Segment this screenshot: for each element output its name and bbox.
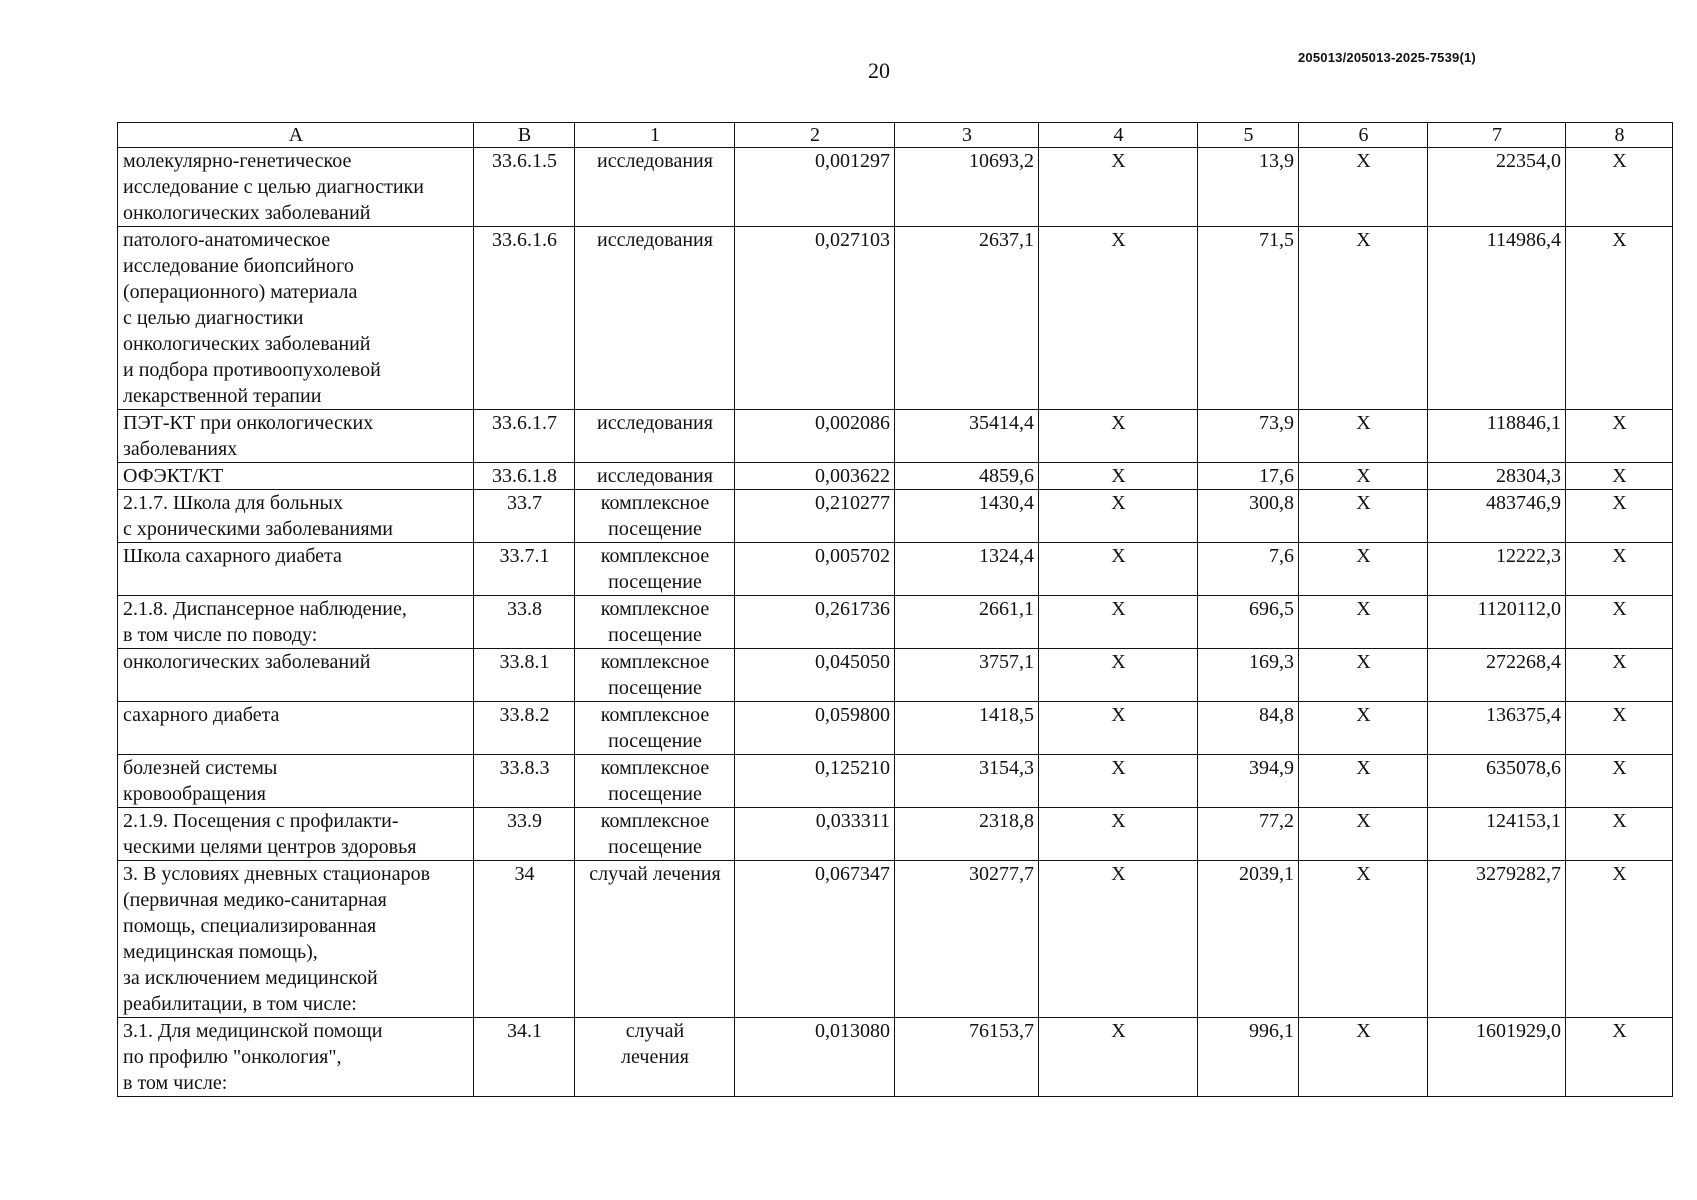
row-unit-cell: комплексное посещение bbox=[575, 808, 735, 861]
col-3-cell: 30277,7 bbox=[895, 861, 1039, 1018]
col-7-cell: 28304,3 bbox=[1428, 463, 1566, 490]
table-row bbox=[118, 755, 1673, 808]
col-5-cell: 77,2 bbox=[1198, 808, 1299, 861]
col-2-cell: 0,005702 bbox=[735, 543, 895, 596]
table-row bbox=[118, 808, 1673, 861]
col-8-cell: X bbox=[1566, 808, 1673, 861]
col-8-cell: X bbox=[1566, 702, 1673, 755]
header-cell: 1 bbox=[575, 123, 735, 148]
col-5-cell: 394,9 bbox=[1198, 755, 1299, 808]
row-code-cell: 33.6.1.6 bbox=[474, 227, 575, 410]
col-7-cell: 272268,4 bbox=[1428, 649, 1566, 702]
row-code-cell: 33.7 bbox=[474, 490, 575, 543]
row-unit-cell: случай лечения bbox=[575, 861, 735, 1018]
table-row bbox=[118, 410, 1673, 463]
col-6-cell: X bbox=[1299, 463, 1428, 490]
row-name-cell: Школа сахарного диабета bbox=[118, 543, 474, 596]
col-2-cell: 0,002086 bbox=[735, 410, 895, 463]
row-name-cell: 2.1.9. Посещения с профилакти- ческими целями центров здоровья bbox=[118, 808, 474, 861]
col-2-cell: 0,013080 bbox=[735, 1018, 895, 1097]
col-4-cell: X bbox=[1039, 1018, 1198, 1097]
col-8-cell: X bbox=[1566, 410, 1673, 463]
col-7-cell: 1120112,0 bbox=[1428, 596, 1566, 649]
col-8-cell: X bbox=[1566, 543, 1673, 596]
row-unit-cell: исследования bbox=[575, 227, 735, 410]
col-4-cell: X bbox=[1039, 410, 1198, 463]
col-7-cell: 114986,4 bbox=[1428, 227, 1566, 410]
header-cell: A bbox=[118, 123, 474, 148]
row-code-cell: 33.8 bbox=[474, 596, 575, 649]
col-2-cell: 0,059800 bbox=[735, 702, 895, 755]
col-3-cell: 10693,2 bbox=[895, 148, 1039, 227]
table-row bbox=[118, 227, 1673, 410]
row-name-cell: 3. В условиях дневных стационаров (первичная медико-санитарная помощь, специализированная медицинская помощь), за исключением медицинской реабилитации, в том числе: bbox=[118, 861, 474, 1018]
col-5-cell: 84,8 bbox=[1198, 702, 1299, 755]
col-2-cell: 0,261736 bbox=[735, 596, 895, 649]
col-5-cell: 996,1 bbox=[1198, 1018, 1299, 1097]
table-row bbox=[118, 490, 1673, 543]
col-3-cell: 1430,4 bbox=[895, 490, 1039, 543]
col-5-cell: 73,9 bbox=[1198, 410, 1299, 463]
data-table bbox=[117, 122, 1673, 1097]
row-code-cell: 33.8.3 bbox=[474, 755, 575, 808]
col-5-cell: 169,3 bbox=[1198, 649, 1299, 702]
table-row bbox=[118, 596, 1673, 649]
col-4-cell: X bbox=[1039, 543, 1198, 596]
row-name-cell: 2.1.7. Школа для больных с хроническими заболеваниями bbox=[118, 490, 474, 543]
col-8-cell: X bbox=[1566, 463, 1673, 490]
col-2-cell: 0,067347 bbox=[735, 861, 895, 1018]
col-8-cell: X bbox=[1566, 490, 1673, 543]
col-7-cell: 635078,6 bbox=[1428, 755, 1566, 808]
col-4-cell: X bbox=[1039, 148, 1198, 227]
col-2-cell: 0,045050 bbox=[735, 649, 895, 702]
col-4-cell: X bbox=[1039, 755, 1198, 808]
row-unit-cell: случай лечения bbox=[575, 1018, 735, 1097]
row-unit-cell: исследования bbox=[575, 410, 735, 463]
row-name-cell: онкологических заболеваний bbox=[118, 649, 474, 702]
col-7-cell: 1601929,0 bbox=[1428, 1018, 1566, 1097]
col-4-cell: X bbox=[1039, 227, 1198, 410]
col-6-cell: X bbox=[1299, 808, 1428, 861]
col-2-cell: 0,033311 bbox=[735, 808, 895, 861]
col-8-cell: X bbox=[1566, 755, 1673, 808]
row-name-cell: ПЭТ-КТ при онкологических заболеваниях bbox=[118, 410, 474, 463]
col-4-cell: X bbox=[1039, 861, 1198, 1018]
row-name-cell: 3.1. Для медицинской помощи по профилю "онкология", в том числе: bbox=[118, 1018, 474, 1097]
col-6-cell: X bbox=[1299, 755, 1428, 808]
col-2-cell: 0,027103 bbox=[735, 227, 895, 410]
col-4-cell: X bbox=[1039, 463, 1198, 490]
row-code-cell: 33.9 bbox=[474, 808, 575, 861]
table-row bbox=[118, 148, 1673, 227]
col-2-cell: 0,001297 bbox=[735, 148, 895, 227]
row-unit-cell: исследования bbox=[575, 463, 735, 490]
col-4-cell: X bbox=[1039, 596, 1198, 649]
col-3-cell: 3154,3 bbox=[895, 755, 1039, 808]
col-3-cell: 3757,1 bbox=[895, 649, 1039, 702]
row-unit-cell: исследования bbox=[575, 148, 735, 227]
row-code-cell: 33.6.1.7 bbox=[474, 410, 575, 463]
header-cell: 4 bbox=[1039, 123, 1198, 148]
col-8-cell: X bbox=[1566, 148, 1673, 227]
table-row bbox=[118, 1018, 1673, 1097]
col-5-cell: 13,9 bbox=[1198, 148, 1299, 227]
row-code-cell: 33.7.1 bbox=[474, 543, 575, 596]
row-name-cell: патолого-анатомическое исследование биопсийного (операционного) материала с целью диагностики онкологических заболеваний и подбора противоопухолевой лекарственной терапии bbox=[118, 227, 474, 410]
col-2-cell: 0,003622 bbox=[735, 463, 895, 490]
col-3-cell: 1418,5 bbox=[895, 702, 1039, 755]
header-cell: 6 bbox=[1299, 123, 1428, 148]
row-code-cell: 33.6.1.8 bbox=[474, 463, 575, 490]
col-8-cell: X bbox=[1566, 1018, 1673, 1097]
col-7-cell: 118846,1 bbox=[1428, 410, 1566, 463]
col-7-cell: 124153,1 bbox=[1428, 808, 1566, 861]
col-3-cell: 2318,8 bbox=[895, 808, 1039, 861]
row-name-cell: ОФЭКТ/КТ bbox=[118, 463, 474, 490]
row-code-cell: 33.6.1.5 bbox=[474, 148, 575, 227]
row-unit-cell: комплексное посещение bbox=[575, 702, 735, 755]
col-3-cell: 35414,4 bbox=[895, 410, 1039, 463]
col-4-cell: X bbox=[1039, 808, 1198, 861]
col-6-cell: X bbox=[1299, 227, 1428, 410]
row-unit-cell: комплексное посещение bbox=[575, 490, 735, 543]
table-row bbox=[118, 861, 1673, 1018]
col-7-cell: 12222,3 bbox=[1428, 543, 1566, 596]
page-number: 20 bbox=[868, 58, 890, 83]
col-4-cell: X bbox=[1039, 702, 1198, 755]
header-cell: 2 bbox=[735, 123, 895, 148]
table-header-row bbox=[118, 123, 1673, 148]
row-unit-cell: комплексное посещение bbox=[575, 596, 735, 649]
col-3-cell: 2661,1 bbox=[895, 596, 1039, 649]
col-7-cell: 22354,0 bbox=[1428, 148, 1566, 227]
header-cell: 7 bbox=[1428, 123, 1566, 148]
row-code-cell: 34 bbox=[474, 861, 575, 1018]
col-3-cell: 1324,4 bbox=[895, 543, 1039, 596]
col-8-cell: X bbox=[1566, 227, 1673, 410]
col-8-cell: X bbox=[1566, 596, 1673, 649]
col-5-cell: 696,5 bbox=[1198, 596, 1299, 649]
col-3-cell: 76153,7 bbox=[895, 1018, 1039, 1097]
col-6-cell: X bbox=[1299, 410, 1428, 463]
col-6-cell: X bbox=[1299, 543, 1428, 596]
table-row bbox=[118, 463, 1673, 490]
col-5-cell: 71,5 bbox=[1198, 227, 1299, 410]
row-name-cell: 2.1.8. Диспансерное наблюдение, в том числе по поводу: bbox=[118, 596, 474, 649]
col-3-cell: 4859,6 bbox=[895, 463, 1039, 490]
col-4-cell: X bbox=[1039, 649, 1198, 702]
row-name-cell: болезней системы кровообращения bbox=[118, 755, 474, 808]
col-8-cell: X bbox=[1566, 861, 1673, 1018]
row-unit-cell: комплексное посещение bbox=[575, 755, 735, 808]
header-cell: B bbox=[474, 123, 575, 148]
col-5-cell: 7,6 bbox=[1198, 543, 1299, 596]
row-unit-cell: комплексное посещение bbox=[575, 543, 735, 596]
col-6-cell: X bbox=[1299, 1018, 1428, 1097]
col-7-cell: 3279282,7 bbox=[1428, 861, 1566, 1018]
table-row bbox=[118, 543, 1673, 596]
col-5-cell: 2039,1 bbox=[1198, 861, 1299, 1018]
header-cell: 3 bbox=[895, 123, 1039, 148]
table-row bbox=[118, 649, 1673, 702]
col-7-cell: 483746,9 bbox=[1428, 490, 1566, 543]
col-6-cell: X bbox=[1299, 702, 1428, 755]
col-3-cell: 2637,1 bbox=[895, 227, 1039, 410]
header-cell: 5 bbox=[1198, 123, 1299, 148]
table-row bbox=[118, 702, 1673, 755]
col-6-cell: X bbox=[1299, 861, 1428, 1018]
col-6-cell: X bbox=[1299, 490, 1428, 543]
row-name-cell: молекулярно-генетическое исследование с целью диагностики онкологических заболеваний bbox=[118, 148, 474, 227]
col-2-cell: 0,125210 bbox=[735, 755, 895, 808]
col-4-cell: X bbox=[1039, 490, 1198, 543]
row-code-cell: 34.1 bbox=[474, 1018, 575, 1097]
row-name-cell: сахарного диабета bbox=[118, 702, 474, 755]
document-id: 205013/205013-2025-7539(1) bbox=[1298, 50, 1476, 65]
col-7-cell: 136375,4 bbox=[1428, 702, 1566, 755]
col-2-cell: 0,210277 bbox=[735, 490, 895, 543]
row-code-cell: 33.8.1 bbox=[474, 649, 575, 702]
col-6-cell: X bbox=[1299, 148, 1428, 227]
col-5-cell: 300,8 bbox=[1198, 490, 1299, 543]
col-6-cell: X bbox=[1299, 596, 1428, 649]
col-6-cell: X bbox=[1299, 649, 1428, 702]
row-unit-cell: комплексное посещение bbox=[575, 649, 735, 702]
col-8-cell: X bbox=[1566, 649, 1673, 702]
col-5-cell: 17,6 bbox=[1198, 463, 1299, 490]
header-cell: 8 bbox=[1566, 123, 1673, 148]
row-code-cell: 33.8.2 bbox=[474, 702, 575, 755]
